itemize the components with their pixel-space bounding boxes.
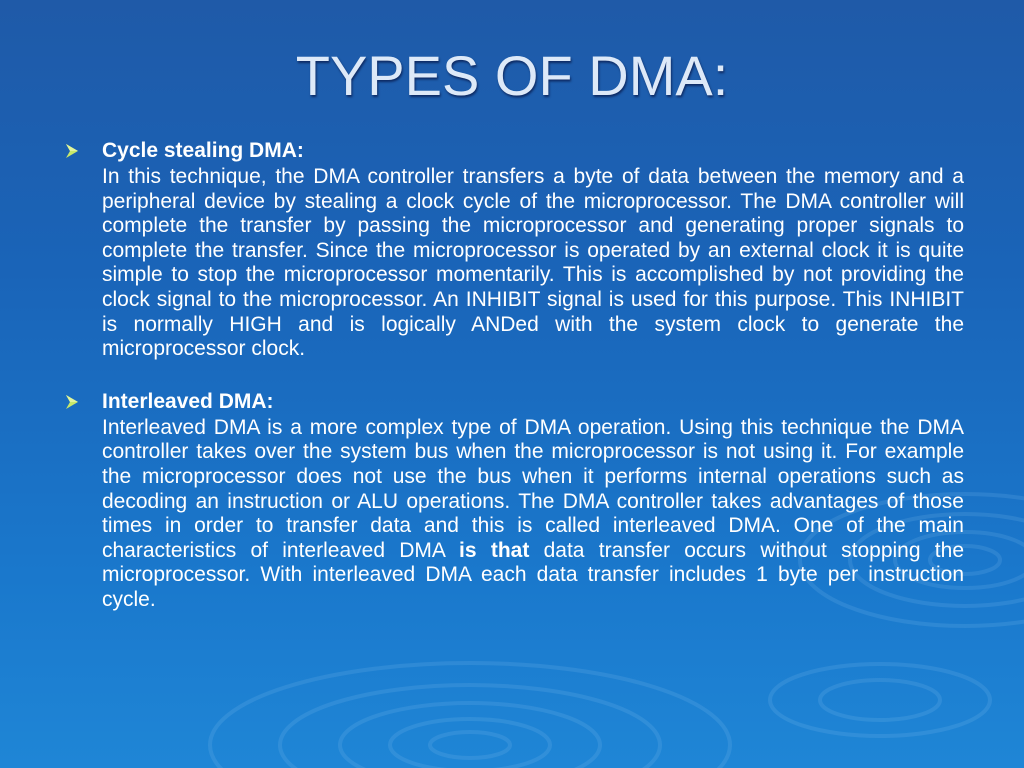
bullet-body: In this technique, the DMA controller transfers a byte of data between the memory and a peripheral device by stealing a clock cycle of the microprocessor. The DMA controller will complete the transfer by passing the microprocessor and generating proper signals to complete the transfer. Since the microprocessor is operated by an external clock it is quite simple to stop the microprocessor momentarily. This is accomplished by not providing the clock signal to the microprocessor. An INHIBIT signal is used for this purpose. This INHIBIT is normally HIGH and is logically ANDed with the system clock to generate the microprocessor clock. — [102, 165, 964, 361]
bullet-heading-row — [64, 388, 964, 416]
body-text: data transfer occurs without stopping the microprocessor. With interleaved DMA each data transfer includes 1 byte per instruction cycle. — [102, 538, 964, 611]
emphasis-text: is that — [459, 538, 530, 562]
bullet-heading-row — [64, 137, 964, 165]
arrow-bullet-icon — [64, 143, 80, 159]
bullet-body — [102, 416, 964, 613]
body-text: Interleaved DMA is a more complex type of DMA operation. Using this technique the DMA controller takes over the system bus when the microprocessor is not using it. For example the microprocessor does not use the bus when it performs internal operations such as decoding an instruction or ALU operations. The DMA controller takes advantages of those times in order to transfer data and this is called interleaved DMA. One of the main characteristics of interleaved DMA — [102, 415, 964, 562]
slide-content — [64, 137, 964, 613]
slide-title: TYPES OF DMA: — [295, 44, 729, 107]
bullet-heading: Interleaved DMA: — [102, 389, 274, 413]
bullet-cycle-stealing — [64, 137, 964, 362]
bullet-heading: Cycle stealing DMA: — [102, 139, 304, 162]
arrow-bullet-icon — [64, 394, 80, 410]
bullet-interleaved — [64, 388, 964, 613]
